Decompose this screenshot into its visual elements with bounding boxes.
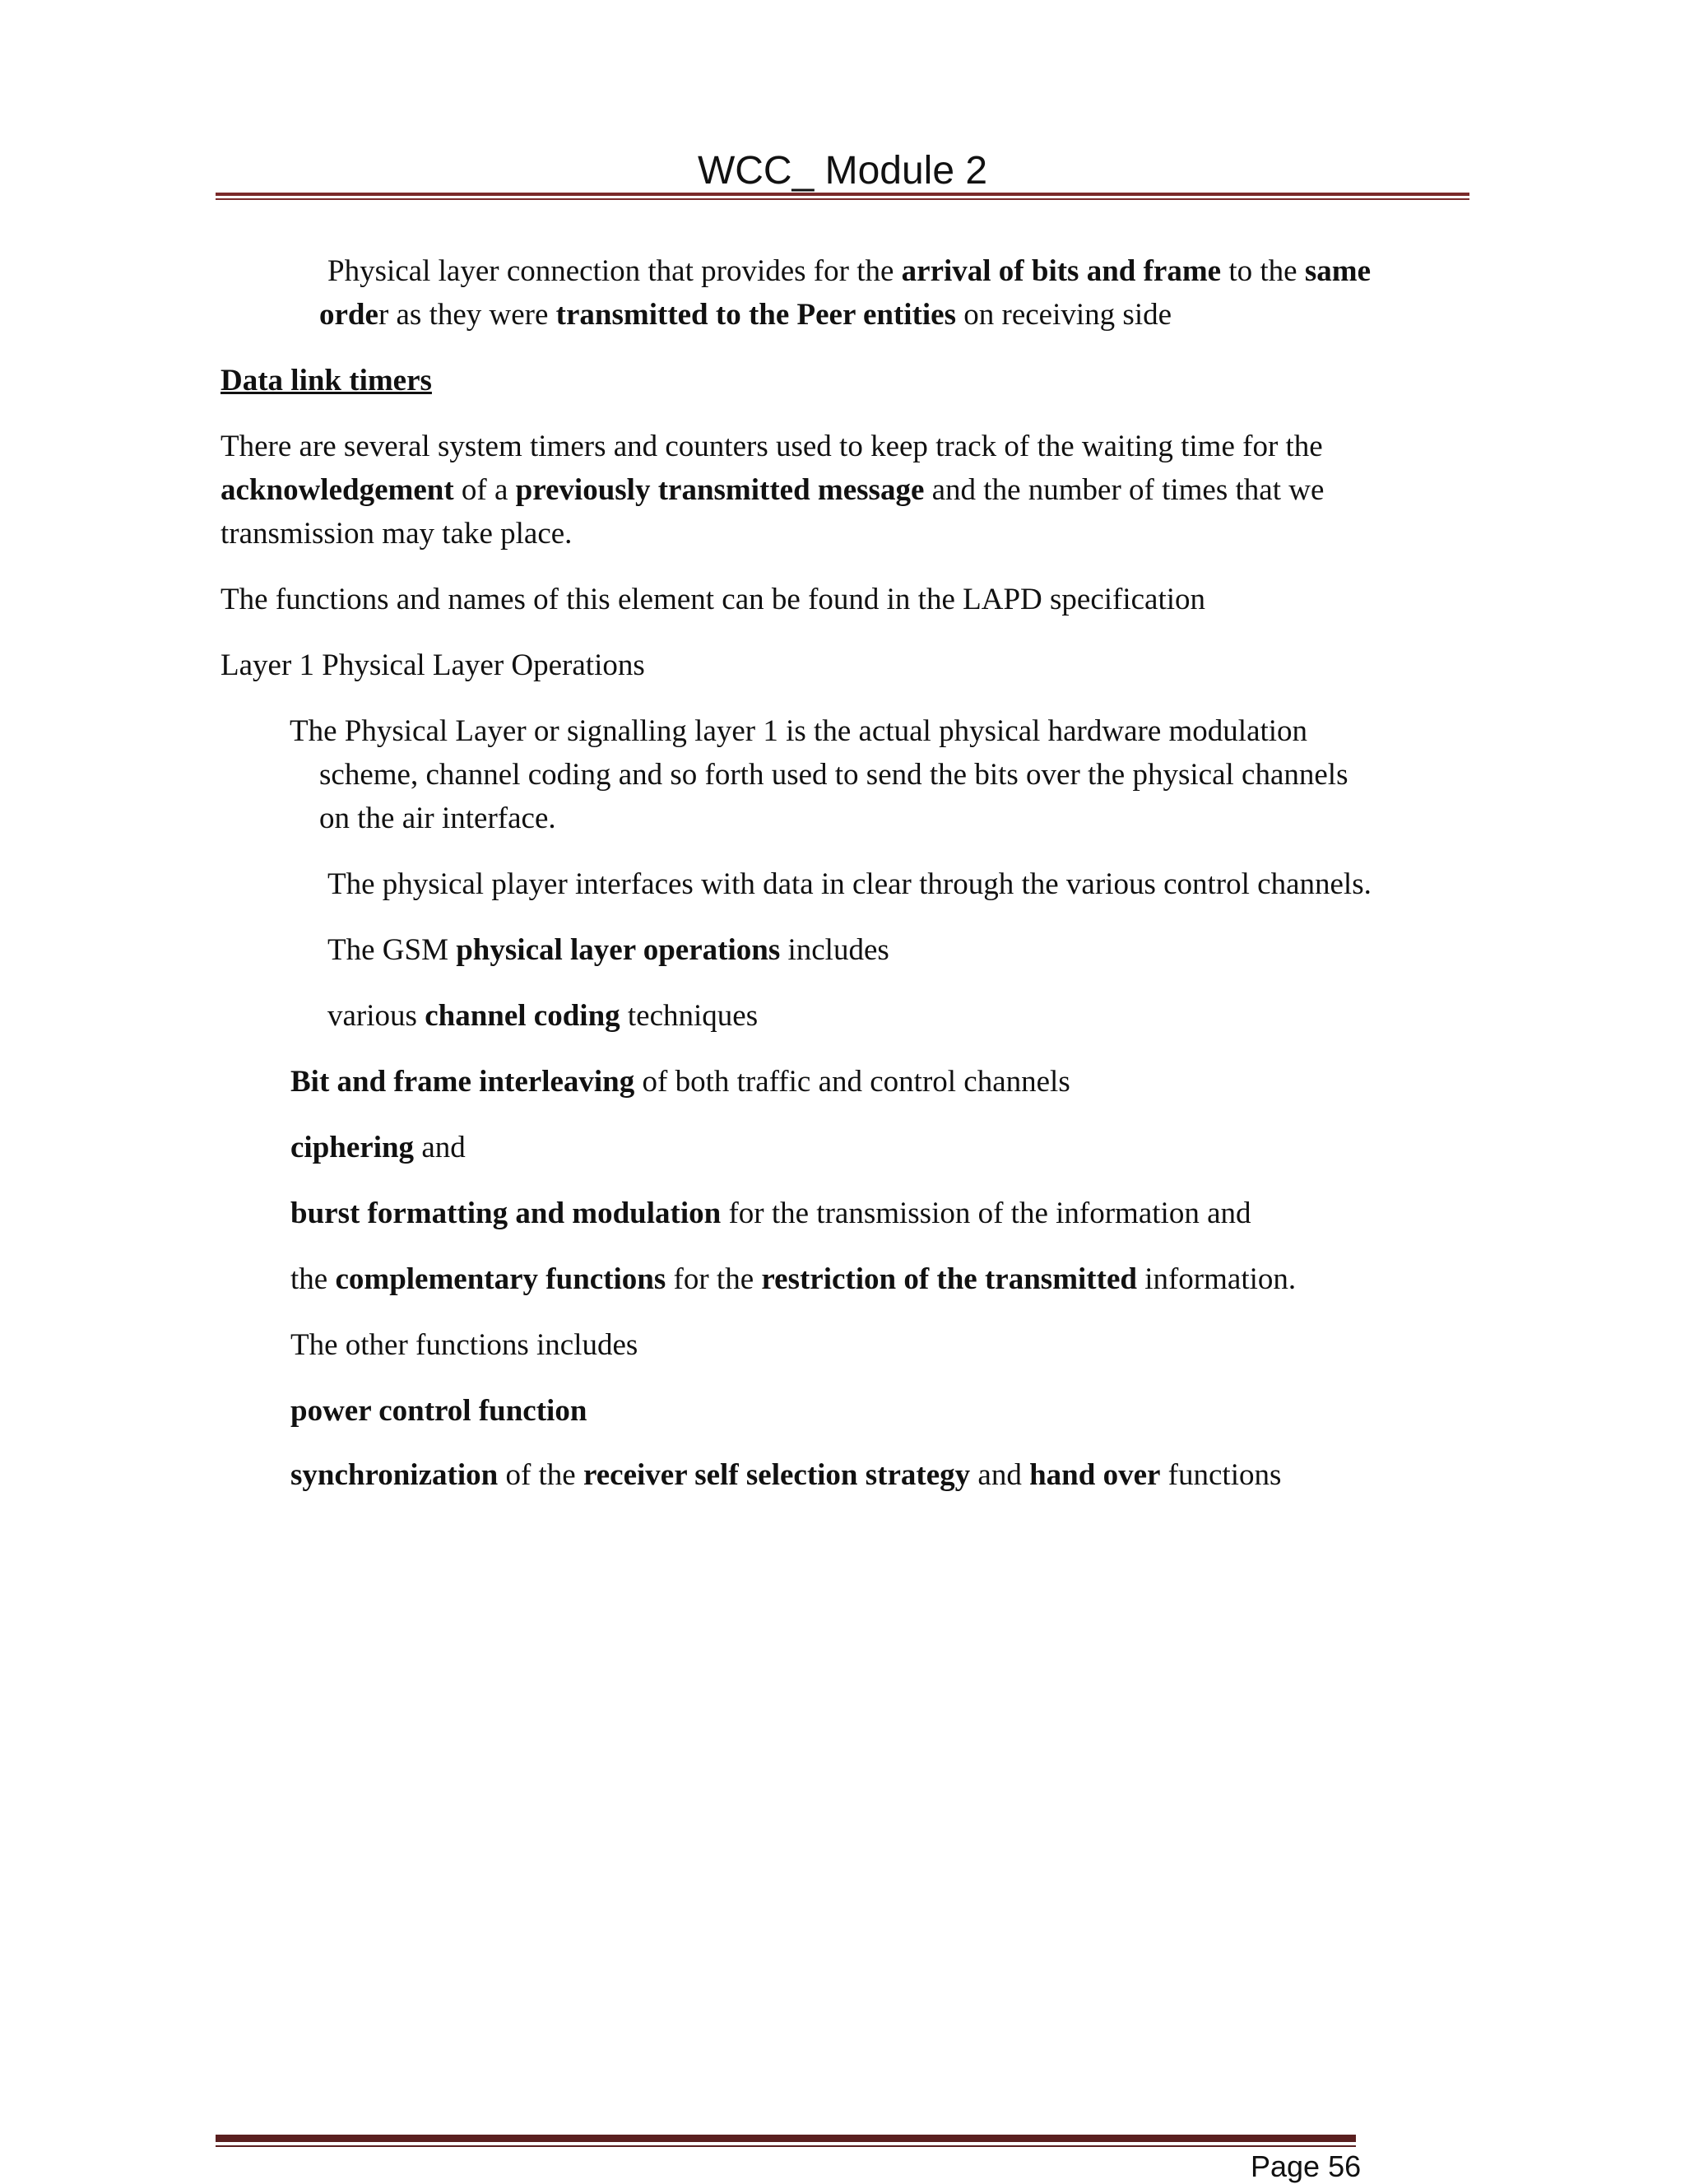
paragraph-line: various channel coding techniques (327, 999, 759, 1033)
paragraph-line: acknowledgement of a previously transmitted message and the number of times that we (220, 473, 1325, 507)
page-number: Page 56 (1251, 2149, 1362, 2183)
paragraph-line: The physical player interfaces with data in clear through the various control channels. (327, 867, 1372, 901)
header-rule (216, 193, 1469, 196)
paragraph-line: the complementary functions for the restriction of the transmitted information. (290, 1262, 1297, 1296)
footer-rule (216, 2135, 1356, 2142)
paragraph-line: The Physical Layer or signalling layer 1 is the actual physical hardware modulation (290, 714, 1308, 748)
page-header-title: WCC_ Module 2 (697, 149, 988, 193)
paragraph-line: There are several system timers and counters used to keep track of the waiting time for the (220, 430, 1323, 463)
header-rule-thin (216, 198, 1469, 200)
section-heading: Data link timers (220, 364, 432, 397)
paragraph-line: Bit and frame interleaving of both traffic and control channels (290, 1065, 1070, 1099)
paragraph-line: Layer 1 Physical Layer Operations (220, 648, 645, 682)
paragraph-line: transmission may take place. (220, 517, 573, 551)
paragraph-line: The functions and names of this element can be found in the LAPD specification (220, 583, 1206, 616)
paragraph-line: synchronization of the receiver self selection strategy and hand over functions (290, 1458, 1282, 1492)
paragraph-line: order as they were transmitted to the Peer entities on receiving side (319, 298, 1172, 332)
footer-rule-thin (216, 2145, 1356, 2147)
paragraph-line: burst formatting and modulation for the transmission of the information and (290, 1197, 1251, 1230)
paragraph-line: Physical layer connection that provides for the arrival of bits and frame to the same (327, 254, 1371, 288)
paragraph-line: The GSM physical layer operations includes (327, 933, 889, 967)
paragraph-line: power control function (290, 1394, 587, 1428)
paragraph-line: The other functions includes (290, 1328, 638, 1362)
paragraph-line: on the air interface. (319, 802, 556, 835)
paragraph-line: ciphering and (290, 1131, 466, 1164)
paragraph-line: scheme, channel coding and so forth used to send the bits over the physical channels (319, 758, 1348, 792)
